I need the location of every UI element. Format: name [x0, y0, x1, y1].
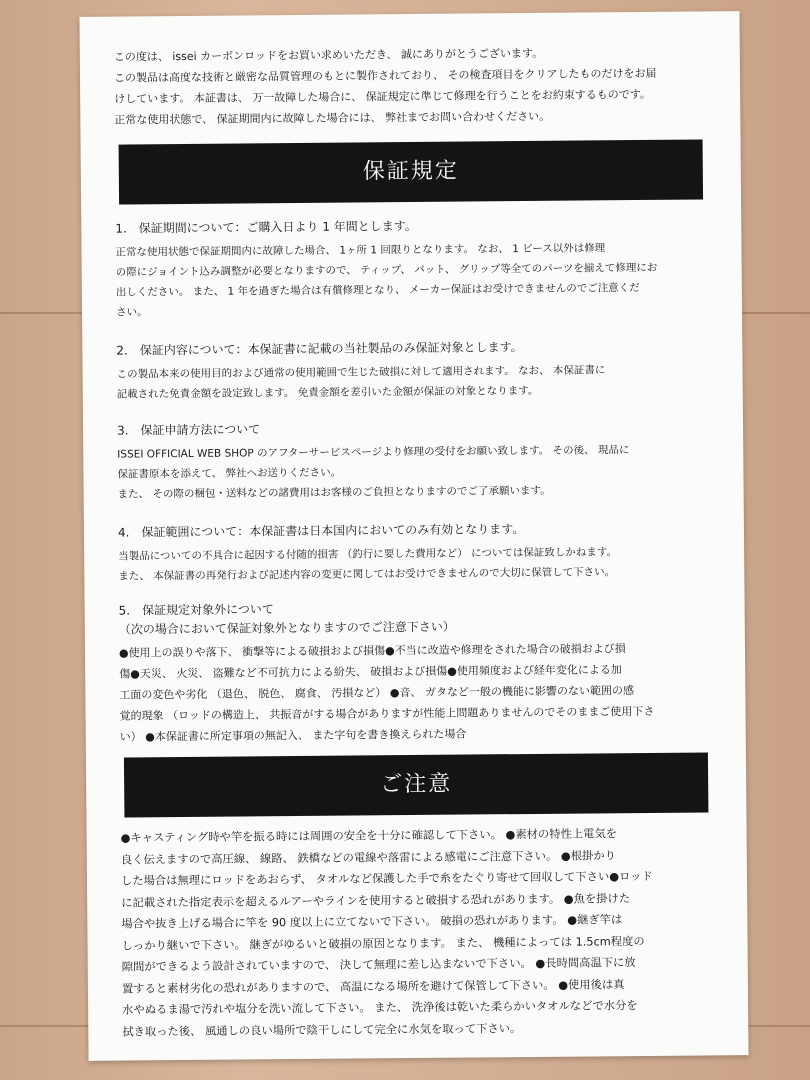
caution-line: 隙間ができるよう設計されていますので、 決して無理に差し込まないで下さい。 ●長時間高温下に放: [121, 956, 636, 974]
caution-line: 拭き取った後、 風通しの良い場所で陰干しにして完全に水気を取って下さい。: [122, 1021, 522, 1039]
caution-line: 良く伝えますので高圧線、 線路、 鉄橋などの電線や落雷による感電にご注意下さい。 ●根掛かり: [120, 848, 616, 867]
section-warranty-content: [116, 335, 709, 404]
caution-line: 場合や抜き上げる場合に竿を 90 度以上に立てないで下さい。 破損の恐れがあります。 ●継ぎ竿は: [121, 913, 623, 931]
caution-line: 置すると素材劣化の恐れがありますので、 高温になる場所を避けて保管して下さい。 ●使用後は真: [121, 977, 625, 996]
warranty-rules-banner: 保証規定: [119, 139, 704, 204]
section-line: の際にジョイント込み調整が必要となりますので、 ティップ、 バット、 グリップ等全てのパーツを揃えて修理にお: [115, 261, 658, 279]
section-heading: 3. 保証申請方法について: [117, 422, 261, 438]
section-line: ISSEI OFFICIAL WEB SHOP のアフターサービスページより修理の受付をお願い致します。 その後、 現品に: [117, 444, 630, 461]
section-warranty-scope: [118, 517, 711, 586]
caution-line: しっかり継いで下さい。 継ぎがゆるいと破損の原因となります。 また、 機種によっては 1.5cm程度の: [121, 934, 645, 953]
section-heading: 2. 保証内容について：本保証書に記載の当社製品のみ保証対象とします。: [116, 340, 523, 358]
intro-line: けしています。 本証書は、 万一故障した場合に、 保証規定に準じて修理を行うことをお約束するものです。: [114, 87, 651, 106]
caution-line: した場合は無理にロッドをあおらず、 タオルなど保護した手で糸をたぐり寄せて回収して下さい●ロッド: [120, 869, 653, 888]
section-line: 記載された免責金額を設定致します。 免責金額を差引いた金額が保証の対象となります。: [116, 384, 539, 401]
section-line: 正常な使用状態で保証期間内に故障した場合、 1ヶ所 1 回限りとなります。 なお、 1 ピース以外は修理: [115, 242, 606, 259]
section-line: 出しください。 また、 1 年を過ぎた場合は有償修理となり、 メーカー保証はお受けできませんのでご注意くだ: [115, 282, 640, 299]
exclusion-line: 工面の変色や劣化 （退色、 脱色、 腐食、 汚損など） ●音、 ガタなど一般の機能に影響のない範囲の感: [119, 684, 634, 702]
caution-banner: ご注意: [124, 752, 709, 817]
caution-line: ●キャスティング時や竿を振る時には周囲の安全を十分に確認して下さい。 ●素材の特性上電気を: [120, 827, 618, 845]
caution-text: [121, 822, 715, 1042]
section-line: 当製品についての不具合に起因する付随的損害 （釣行に要した費用など） については保証致しかねます。: [118, 546, 618, 563]
warranty-card: [79, 11, 748, 1061]
section-line: また、 本保証書の再発行および記述内容の変更に関してはお受けできませんので大切に保管して下さい。: [118, 566, 616, 583]
section-subheading: （次の場合において保証対象外となりますのでご注意下さい）: [118, 619, 455, 637]
section-heading: 5. 保証規定対象外について: [118, 602, 274, 618]
intro-line: この度は、 issei カーボンロッドをお買い求めいただき、 誠にありがとうございます。: [113, 46, 544, 64]
section-line: さい。: [115, 306, 148, 319]
section-warranty-period: [115, 213, 708, 322]
exclusion-line: い） ●本保証書に所定事項の無記入、 また字句を書き換えられた場合: [119, 727, 467, 744]
caution-line: 水やぬるま湯で汚れや塩分を洗い流して下さい。 また、 洗浄後は乾いた柔らかいタオルなどで水分を: [122, 999, 638, 1017]
section-line: この製品本来の使用目的および通常の使用範囲で生じた破損に対して適用されます。 なお、 本保証書に: [116, 364, 606, 381]
section-line: 保証書原本を添えて、 弊社へお送りください。: [117, 466, 342, 481]
section-heading: 1. 保証期間について：ご購入日より 1 年間とします。: [115, 218, 417, 236]
intro-text: [114, 41, 707, 130]
exclusion-line: ●使用上の誤りや落下、 衝撃等による破損および損傷●不当に改造や修理をされた場合の破損および損: [118, 642, 626, 660]
section-heading: 4. 保証範囲について：本保証書は日本国内においてのみ有効となります。: [117, 522, 525, 540]
exclusion-line: 傷●天災、 火災、 盗難など不可抗力による紛失、 破損および損傷●使用頻度および経年変化による加: [119, 663, 622, 681]
intro-line: 正常な使用状態で、 保証期間内に故障した場合には、 弊社までお問い合わせください。: [114, 109, 551, 127]
section-claim-method: [117, 415, 710, 504]
section-exclusions: [119, 595, 712, 747]
caution-line: に記載された指定表示を超えるルアーやラインを使用すると破損する恐れがあります。 ●魚を掛けた: [121, 891, 631, 910]
intro-line: この製品は高度な技術と厳密な品質管理のもとに製作されており、 その検査項目をクリアしたものだけをお届: [113, 66, 657, 85]
exclusion-line: 覚的現象 （ロッドの構造上、 共振音がする場合がありますが性能上問題ありませんのでそのままご使用下さ: [119, 704, 655, 723]
section-line: また、 その際の梱包・送料などの諸費用はお客様のご負担となりますのでご了承願います。: [117, 484, 551, 501]
